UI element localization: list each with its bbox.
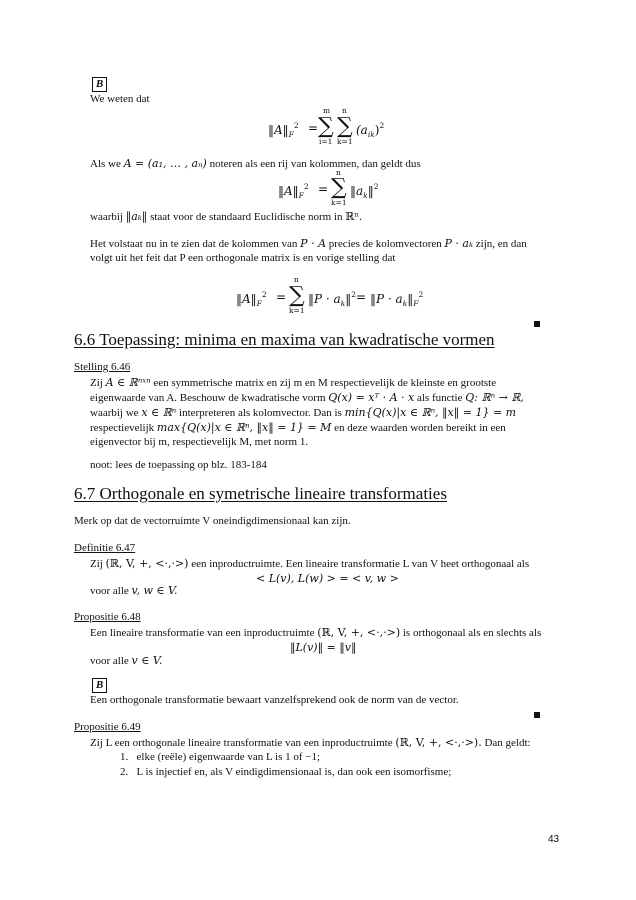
proof-text: Een orthogonale transformatie bewaart vanzelfsprekend ook de norm van de vector. (90, 694, 459, 706)
stelling-line-5: eigenvector bij m, respectievelijk M, met norm 1. (90, 436, 309, 448)
equation-frobenius-double-sum: $‖A‖_F^2$ = m ∑ i=1 n ∑ k=1 $(a_{ik})^2$ (268, 106, 385, 146)
propositie-6-48-line-3: voor alle v ∈ V. (90, 654, 163, 667)
list-item: 2. L is injectief en, als V eindigdimensionaal is, dan ook een isomorfisme; (120, 766, 452, 778)
proof-b-box-2: B (92, 678, 107, 693)
propositie-6-49-line-1: Zij L een orthogonale lineaire transformatie van een inproductruimte (ℝ, V, +, <·,·>). Dan geldt: (90, 736, 531, 749)
qed-square-2 (534, 712, 540, 718)
equation-frobenius-pa: $‖A‖_F^2$ = n ∑ k=1 ‖P · $a_k‖^2$ = ‖P · $a_k‖_F^2$ (236, 275, 424, 315)
propositie-6-48-label: Propositie 6.48 (74, 611, 141, 623)
stelling-line-4: respectievelijk max{Q(x)|x ∈ ℝⁿ, ‖x‖ = 1} = M en deze waarden worden bereikt in een (90, 421, 506, 434)
text-euclidische-norm: waarbij ‖aₖ‖ staat voor de standaard Euclidische norm in ℝⁿ. (90, 210, 362, 223)
text-kolommen-pa: Het volstaat nu in te zien dat de kolommen van P · A precies de kolomvectoren P · aₖ zijn, en dan (90, 237, 527, 250)
stelling-label: Stelling 6.46 (74, 361, 131, 373)
definitie-label: Definitie 6.47 (74, 542, 136, 554)
definitie-equation: < L(v), L(w) > = < v, w > (256, 572, 399, 585)
text-rij-kolommen: Als we A = (a₁, … , aₙ) noteren als een rij van kolommen, dan geldt dus (90, 157, 421, 170)
text-orthogonale-matrix: volgt uit het feit dat P een orthogonale matrix is en vorige stelling dat (90, 252, 396, 264)
definitie-line-1: Zij (ℝ, V, +, <·,·>) een inproductruimte. Een lineaire transformatie L van V heet orthogonaal als (90, 557, 530, 570)
list-item: 1. elke (reële) eigenwaarde van L is 1 of −1; (120, 751, 321, 763)
equation-frobenius-column-sum: $‖A‖_F^2$ = n ∑ k=1 $‖a_k‖^2$ (278, 168, 379, 207)
section-intro: Merk op dat de vectorruimte V oneindigdimensionaal kan zijn. (74, 515, 351, 527)
propositie-6-48-line-1: Een lineaire transformatie van een inproductruimte (ℝ, V, +, <·,·>) is orthogonaal als en slechts als (90, 626, 542, 639)
propositie-6-49-label: Propositie 6.49 (74, 721, 141, 733)
section-heading-6-7: 6.7 Orthogonale en symetrische lineaire transformaties (74, 484, 447, 503)
propositie-6-48-equation: ‖L(v)‖ = ‖v‖ (290, 641, 357, 654)
section-heading-6-6: 6.6 Toepassing: minima en maxima van kwadratische vormen (74, 330, 495, 349)
definitie-line-3: voor alle v, w ∈ V. (90, 584, 178, 597)
stelling-note: noot: lees de toepassing op blz. 183-184 (90, 459, 267, 471)
proof-intro: We weten dat (90, 93, 150, 105)
stelling-line-3: waarbij we x ∈ ℝⁿ interpreteren als kolomvector. Dan is min{Q(x)|x ∈ ℝⁿ, ‖x‖ = 1} = m (90, 406, 517, 419)
proof-b-box: B (92, 77, 107, 92)
stelling-line-2: eigenwaarde van A. Beschouw de kwadratische vorm Q(x) = xᵀ · A · x als functie Q: ℝⁿ → ℝ, (90, 391, 524, 404)
page-number: 43 (548, 834, 560, 845)
stelling-line-1: Zij A ∈ ℝⁿˣⁿ een symmetrische matrix en zij m en M respectievelijk de kleinste en grootste (90, 376, 497, 389)
qed-square (534, 321, 540, 327)
